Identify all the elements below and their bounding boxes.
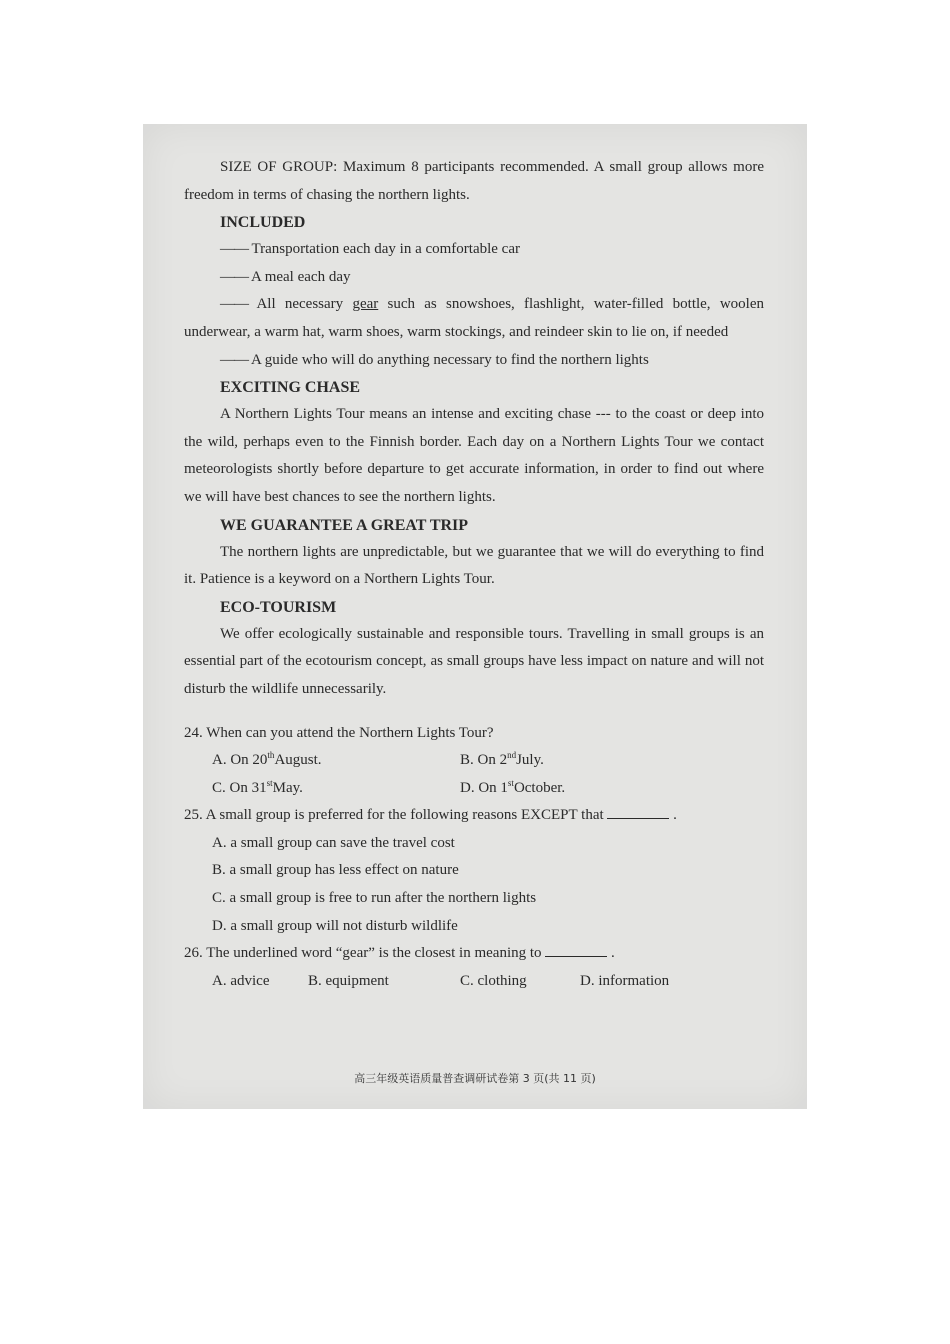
page-footer: 高三年级英语质量普查调研试卷第 3 页(共 11 页)	[354, 1072, 596, 1085]
included-heading: INCLUDED	[220, 214, 306, 232]
question-24-options-row2	[184, 775, 764, 803]
exciting-chase-heading: EXCITING CHASE	[220, 379, 361, 397]
option-26-b: B. equipment	[308, 972, 389, 989]
underlined-word-gear: gear	[352, 296, 379, 313]
question-24	[184, 720, 764, 803]
included-item-meal: —— A meal each day	[220, 268, 351, 285]
exciting-chase-paragraph: A Northern Lights Tour means an intense and exciting chase --- to the coast or deep into the wild, perhaps even to the Finnish border. Each day on a Northern Lights Tour we contact meteorologists shortly before departure to get accurate information, in order to find out where we will have best chances to see the northern lights.	[184, 406, 764, 505]
included-item-gear: —— All necessary gear such as snowshoes, flashlight, water-filled bottle, woolen underwear, a warm hat, warm shoes, warm stockings, and reindeer skin to lie on, if needed	[184, 296, 764, 340]
question-25	[184, 802, 764, 940]
answer-blank-26	[545, 942, 607, 957]
scanned-page	[143, 124, 807, 1109]
question-26	[184, 940, 764, 995]
question-26-stem: 26. The underlined word “gear” is the closest in meaning to .	[184, 940, 764, 968]
size-of-group-paragraph: SIZE OF GROUP: Maximum 8 participants recommended. A small group allows more freedom in terms of chasing the northern lights.	[184, 159, 764, 203]
option-24-a: A. On 20thAugust.	[212, 750, 322, 769]
option-24-c: C. On 31stMay.	[212, 777, 303, 796]
option-25-c: C. a small group is free to run after the northern lights	[212, 890, 537, 907]
included-item-transportation: —— Transportation each day in a comfortable car	[220, 241, 520, 258]
option-24-d: D. On 1stOctober.	[460, 777, 566, 796]
option-26-d: D. information	[580, 972, 670, 989]
eco-tourism-paragraph: We offer ecologically sustainable and responsible tours. Travelling in small groups is an essential part of the ecotourism concept, as small groups have less impact on nature and will not disturb the wildlife unnecessarily.	[184, 625, 764, 697]
question-24-options-row1	[184, 747, 764, 775]
eco-tourism-heading: ECO-TOURISM	[220, 598, 337, 616]
guarantee-paragraph: The northern lights are unpredictable, but we guarantee that we will do everything to find it. Patience is a keyword on a Northern Lights Tour.	[184, 543, 764, 588]
question-25-stem: 25. A small group is preferred for the following reasons EXCEPT that .	[184, 802, 764, 830]
option-24-b: B. On 2ndJuly.	[460, 750, 544, 769]
option-25-b: B. a small group has less effect on nature	[212, 862, 459, 879]
option-26-a: A. advice	[212, 972, 270, 989]
option-26-c: C. clothing	[460, 972, 527, 989]
guarantee-heading: WE GUARANTEE A GREAT TRIP	[220, 516, 469, 534]
question-26-options	[184, 968, 764, 996]
answer-blank-25	[607, 804, 669, 819]
included-item-guide: —— A guide who will do anything necessary to find the northern lights	[220, 351, 649, 368]
page-content	[184, 154, 764, 995]
option-25-a: A. a small group can save the travel cost	[212, 834, 455, 851]
option-25-d: D. a small group will not disturb wildlife	[212, 917, 458, 934]
question-24-stem: 24. When can you attend the Northern Lights Tour?	[184, 724, 494, 741]
